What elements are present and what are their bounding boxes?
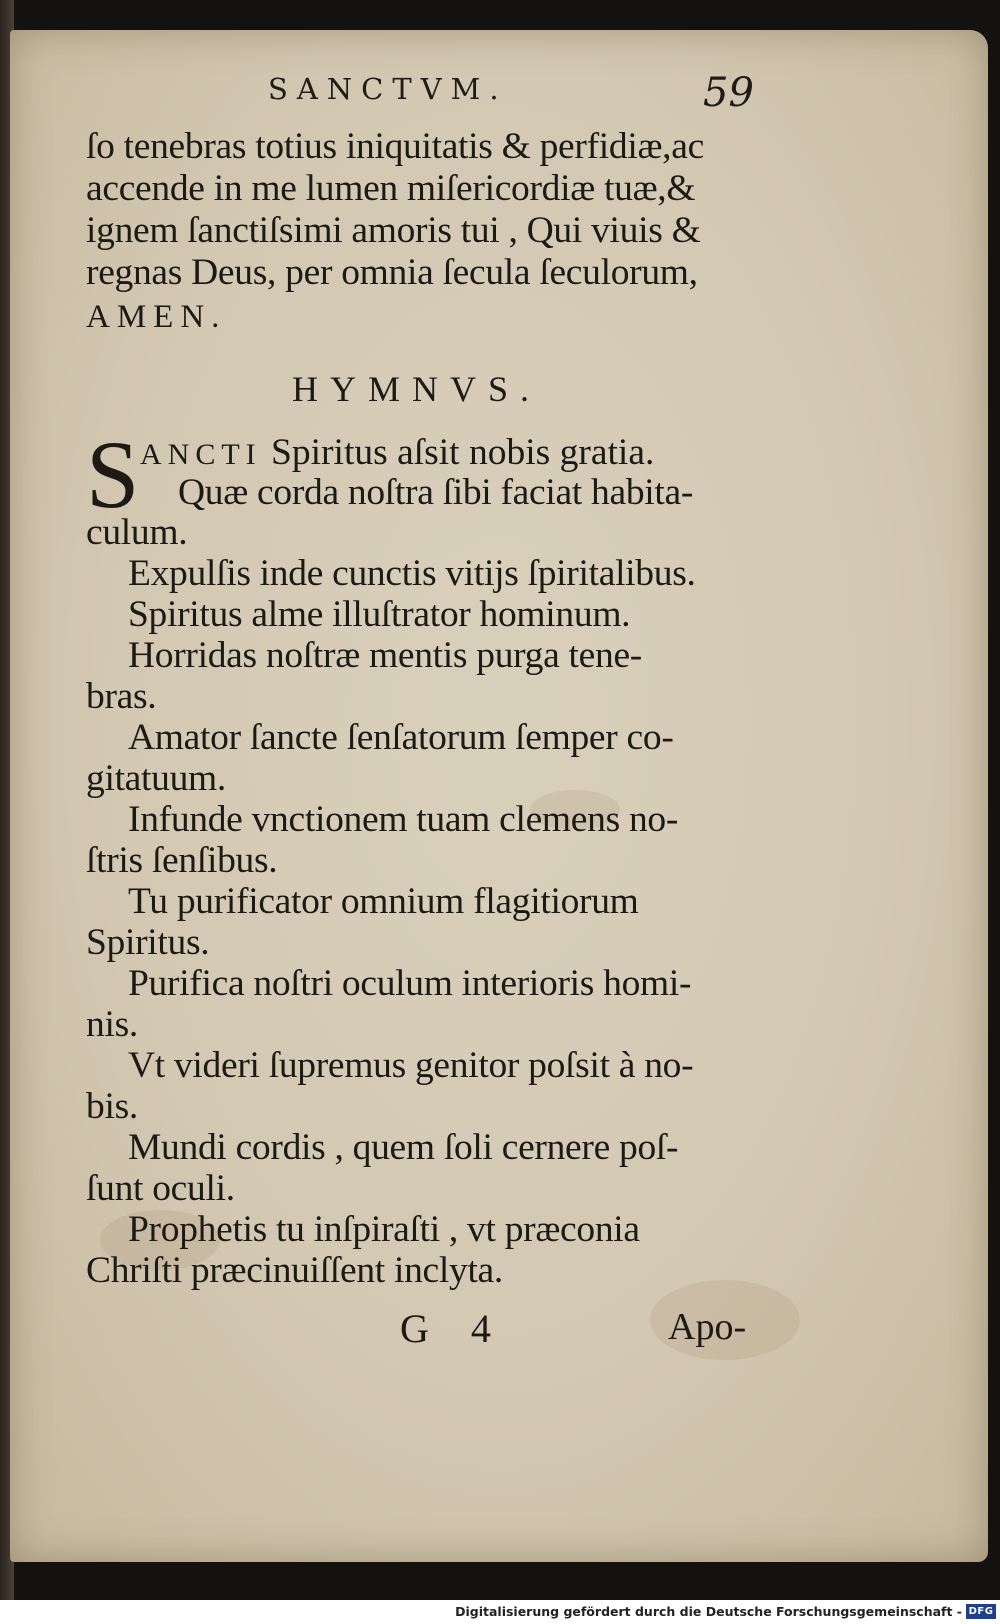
- hymn-line: Prophetis tu inſpiraſti , vt præconia: [128, 1209, 640, 1250]
- digitization-footer: [0, 1600, 1000, 1624]
- dfg-logo: DFG: [966, 1604, 996, 1619]
- running-head: SANCTVM.: [268, 72, 508, 106]
- hymn-heading: HYMNVS.: [292, 369, 542, 409]
- hymn-line: Purifica noſtri oculum interioris homi-: [128, 963, 692, 1004]
- first-line-rest: Spiritus aſsit nobis gratia.: [261, 432, 655, 473]
- hymn-line: Expulſis inde cunctis vitijs ſpiritalibus.: [128, 553, 696, 594]
- amen-line: AMEN.: [86, 299, 227, 335]
- hymn-line: Chriſti præcinuiſſent inclyta.: [86, 1250, 503, 1291]
- prayer-line: regnas Deus, per omnia ſecula ſeculorum,: [86, 252, 698, 293]
- signature-mark: G 4: [400, 1306, 507, 1351]
- hymn-line: bis.: [86, 1086, 138, 1127]
- page-number: 59: [703, 70, 754, 116]
- hymn-line: bras.: [86, 676, 157, 717]
- hymn-first-line: [140, 432, 654, 476]
- hymn-line: gitatuum.: [86, 758, 226, 799]
- hymn-line: Tu purificator omnium flagitiorum: [128, 881, 639, 922]
- hymn-line: Horridas noſtræ mentis purga tene-: [128, 635, 642, 676]
- hymn-line: Spiritus alme illuſtrator hominum.: [128, 594, 631, 635]
- hymn-line: culum.: [86, 512, 188, 553]
- hymn-line: ſunt oculi.: [86, 1168, 235, 1209]
- hymn-line: nis.: [86, 1004, 138, 1045]
- hymn-line: Mundi cordis , quem ſoli cernere poſ-: [128, 1127, 679, 1168]
- hymn-line: Infunde vnctionem tuam clemens no-: [128, 799, 679, 840]
- hymn-line: Amator ſancte ſenſatorum ſemper co-: [128, 717, 674, 758]
- first-line-caps: ANCTI: [140, 438, 262, 471]
- drop-cap: S: [86, 421, 140, 528]
- funding-credit: Digitalisierung gefördert durch die Deutsche Forschungsgemeinschaft -: [455, 1604, 962, 1619]
- prayer-line: ignem ſanctiſsimi amoris tui , Qui viuis &: [86, 210, 701, 251]
- prayer-line: ſo tenebras totius iniquitatis & perfidiæ,ac: [86, 126, 704, 167]
- prayer-line: accende in me lumen miſericordiæ tuæ,&: [86, 168, 696, 209]
- catchword: Apo-: [668, 1306, 747, 1348]
- hymn-line: Spiritus.: [86, 922, 210, 963]
- hymn-line: Vt videri ſupremus genitor poſsit à no-: [128, 1045, 694, 1086]
- hymn-line: Quæ corda noſtra ſibi faciat habita-: [178, 472, 694, 513]
- hymn-line: ſtris ſenſibus.: [86, 840, 278, 881]
